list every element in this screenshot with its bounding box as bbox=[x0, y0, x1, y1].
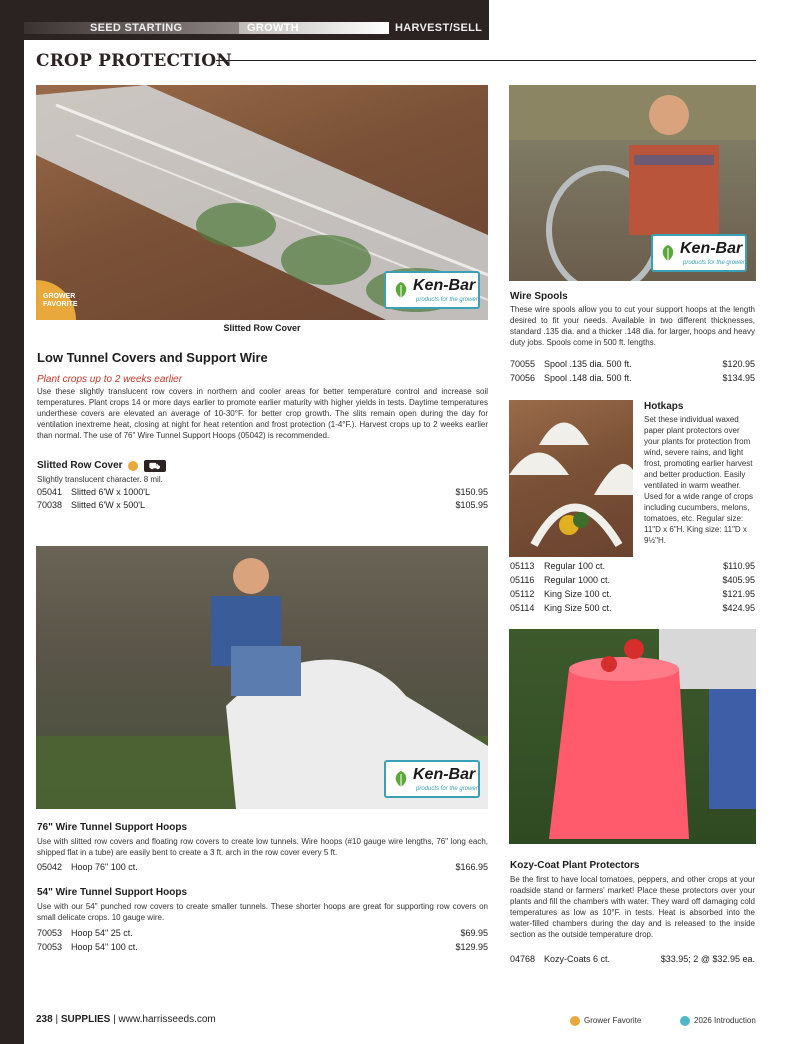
item-name: Hoop 54" 100 ct. bbox=[71, 942, 138, 952]
slitted-title-row bbox=[37, 459, 237, 472]
footer-url[interactable]: www.harrisseeds.com bbox=[118, 1014, 216, 1025]
item-code: 70038 bbox=[37, 500, 63, 510]
item-price: $120.95 bbox=[722, 359, 755, 369]
product-row[interactable] bbox=[37, 928, 488, 939]
product-row[interactable] bbox=[510, 359, 755, 370]
item-name: Hoop 54" 25 ct. bbox=[71, 928, 133, 938]
kenbar-wordmark: Ken-Bar bbox=[680, 240, 743, 257]
item-name: Kozy-Coats 6 ct. bbox=[544, 954, 611, 964]
low-tunnel-description: Use these slightly translucent row covers in northern and cooler areas for better temperature control and increase soil temperatures. Plant crops 14 or more days earlier to promote earlier maturity with higher yields in tests. Daytime temperatures underthese covers are elevated an average of 10-30°F. for better crop growth. The slits remain open during the day for ventilation inextreme heat, closing at night for heat retention and frost protection (1-4°F.). Harvest crops up to 2 weeks earlier than normal. The use of 76" Wire Tunnel Support Hoops (05042) is recommended. bbox=[37, 387, 488, 440]
kozy-description: Be the first to have local tomatoes, peppers, and other crops at your roadside stand or farmers' market! Place these protectors over your plants and fill the chambers with water. They ward off damaging cold temperatures as low as 10°F. in tests. Heat is absorbed into the water-filled chambers during the day and is released to the inside section as the outside temperature drop. bbox=[510, 875, 755, 939]
product-row[interactable] bbox=[510, 603, 755, 614]
slitted-note: Slightly translucent character. 8 mil. bbox=[37, 475, 163, 484]
grower-favorite-dot bbox=[570, 1016, 580, 1026]
item-code: 70053 bbox=[37, 942, 63, 952]
grower-favorite-dot bbox=[128, 461, 138, 471]
kenbar-logo bbox=[384, 271, 480, 309]
kenbar-tagline: products for the grower bbox=[416, 786, 478, 792]
product-row[interactable] bbox=[37, 862, 488, 873]
item-code: 05114 bbox=[510, 603, 535, 613]
tab-harvest-sell[interactable]: HARVEST/SELL bbox=[389, 22, 489, 34]
footer-sep: | bbox=[113, 1014, 119, 1025]
item-price: $69.95 bbox=[460, 928, 488, 938]
wire-spools-title: Wire Spools bbox=[510, 291, 568, 302]
item-price: $129.95 bbox=[455, 942, 488, 952]
product-row[interactable] bbox=[37, 500, 488, 511]
tab-seed-starting[interactable]: SEED STARTING bbox=[24, 22, 239, 34]
truck-icon: ⛟ bbox=[144, 460, 166, 472]
item-price: $33.95; 2 @ $32.95 ea. bbox=[660, 954, 755, 964]
item-name: Regular 1000 ct. bbox=[544, 575, 611, 585]
page-number: 238 bbox=[36, 1014, 53, 1025]
item-name: Regular 100 ct. bbox=[544, 561, 606, 571]
slitted-title: Slitted Row Cover bbox=[37, 460, 123, 471]
kenbar-wordmark: Ken-Bar bbox=[413, 766, 476, 783]
item-name: Slitted 6'W x 1000'L bbox=[71, 487, 150, 497]
kenbar-logo bbox=[384, 760, 480, 798]
hoops54-title: 54" Wire Tunnel Support Hoops bbox=[37, 887, 188, 898]
section-nav bbox=[24, 22, 489, 34]
left-spine bbox=[0, 0, 24, 1044]
item-code: 05042 bbox=[37, 862, 63, 872]
item-price: $405.95 bbox=[722, 575, 755, 585]
low-tunnel-tagline: Plant crops up to 2 weeks earlier bbox=[37, 374, 183, 385]
item-name: Slitted 6'W x 500'L bbox=[71, 500, 145, 510]
item-price: $110.95 bbox=[723, 561, 755, 571]
item-name: Spool .135 dia. 500 ft. bbox=[544, 359, 632, 369]
hotkaps-photo bbox=[509, 400, 633, 557]
footer-sep: | bbox=[55, 1014, 61, 1025]
item-code: 04768 bbox=[510, 954, 536, 964]
hoops54-description: Use with our 54" punched row covers to create smaller tunnels. These shorter hoops are great for supporting row covers on small delicate crops. 10 gauge wire. bbox=[37, 902, 488, 922]
introduction-dot bbox=[680, 1016, 690, 1026]
page-title: CROP PROTECTION bbox=[36, 51, 232, 71]
item-name: King Size 500 ct. bbox=[544, 603, 612, 613]
title-rule bbox=[216, 60, 756, 61]
product-row[interactable] bbox=[510, 561, 755, 572]
item-name: Spool .148 dia. 500 ft. bbox=[544, 373, 632, 383]
item-price: $134.95 bbox=[722, 373, 755, 383]
item-price: $150.95 bbox=[455, 487, 488, 497]
row-cover-caption: Slitted Row Cover bbox=[223, 323, 301, 333]
kozy-title: Kozy-Coat Plant Protectors bbox=[510, 860, 640, 871]
footer bbox=[36, 1014, 216, 1026]
product-row[interactable] bbox=[510, 954, 755, 965]
hotkaps-illustration bbox=[509, 400, 633, 557]
hotkaps-description: Set these individual waxed paper plant protectors over your plants for protection from wind, severe rains, and light frost, promoting earlier harvest and better production. Easily ventilated in warm weather. Used for a wide range of crops including cucumbers, melons, tomatoes, etc. Regular size: 11"D x 6"H. King size: 11"D x 9½"H. bbox=[644, 415, 753, 545]
item-name: King Size 100 ct. bbox=[544, 589, 612, 599]
grower-badge-text: GROWER FAVORITE bbox=[43, 293, 78, 308]
product-row[interactable] bbox=[510, 575, 755, 586]
footer-section: SUPPLIES bbox=[60, 1014, 111, 1025]
product-row[interactable] bbox=[37, 487, 488, 498]
item-code: 05041 bbox=[37, 487, 63, 497]
item-price: $105.95 bbox=[455, 500, 488, 510]
product-row[interactable] bbox=[37, 942, 488, 953]
kenbar-logo bbox=[651, 234, 747, 272]
hoops76-title: 76" Wire Tunnel Support Hoops bbox=[37, 822, 188, 833]
hoops76-description: Use with slitted row covers and floating row covers to create low tunnels. Wire hoops (#10 gauge wire lengths, 76" long each, shipped flat in a tube) are easily bent to create a 3 ft. arch in the row cover every 5 ft. bbox=[37, 837, 488, 857]
top-bar bbox=[0, 0, 489, 40]
legend-grower bbox=[570, 1016, 641, 1026]
item-name: Hoop 76" 100 ct. bbox=[71, 862, 138, 872]
item-code: 05112 bbox=[510, 589, 535, 599]
product-row[interactable] bbox=[510, 589, 755, 600]
legend-grower-label: Grower Favorite bbox=[584, 1016, 642, 1025]
item-price: $121.95 bbox=[722, 589, 755, 599]
leaf-icon bbox=[392, 770, 410, 788]
kozy-coat-illustration bbox=[509, 629, 756, 844]
legend-intro-label: 2026 Introduction bbox=[694, 1016, 756, 1025]
tab-growth[interactable]: GROWTH bbox=[239, 22, 389, 34]
kenbar-tagline: products for the grower bbox=[416, 297, 478, 303]
kozy-coat-photo bbox=[509, 629, 756, 844]
item-price: $424.95 bbox=[722, 603, 755, 613]
item-price: $166.95 bbox=[455, 862, 488, 872]
wire-spools-description: These wire spools allow you to cut your support hoops at the length desired to fit your needs. Available in two different thicknesses, standard .135 dia. and a thicker .148 dia. for larger, hoops and heavy duty jobs. Spools come in 500 ft. lengths. bbox=[510, 305, 755, 347]
item-code: 05116 bbox=[510, 575, 535, 585]
item-code: 05113 bbox=[510, 561, 535, 571]
hotkaps-title: Hotkaps bbox=[644, 401, 684, 412]
item-code: 70053 bbox=[37, 928, 63, 938]
leaf-icon bbox=[659, 244, 677, 262]
legend-intro bbox=[680, 1016, 756, 1026]
item-code: 70056 bbox=[510, 373, 536, 383]
product-row[interactable] bbox=[510, 373, 755, 384]
low-tunnel-title: Low Tunnel Covers and Support Wire bbox=[37, 350, 268, 365]
leaf-icon bbox=[392, 281, 410, 299]
title-row bbox=[36, 50, 756, 72]
kenbar-tagline: products for the grower bbox=[683, 260, 745, 266]
kenbar-wordmark: Ken-Bar bbox=[413, 277, 476, 294]
item-code: 70055 bbox=[510, 359, 536, 369]
